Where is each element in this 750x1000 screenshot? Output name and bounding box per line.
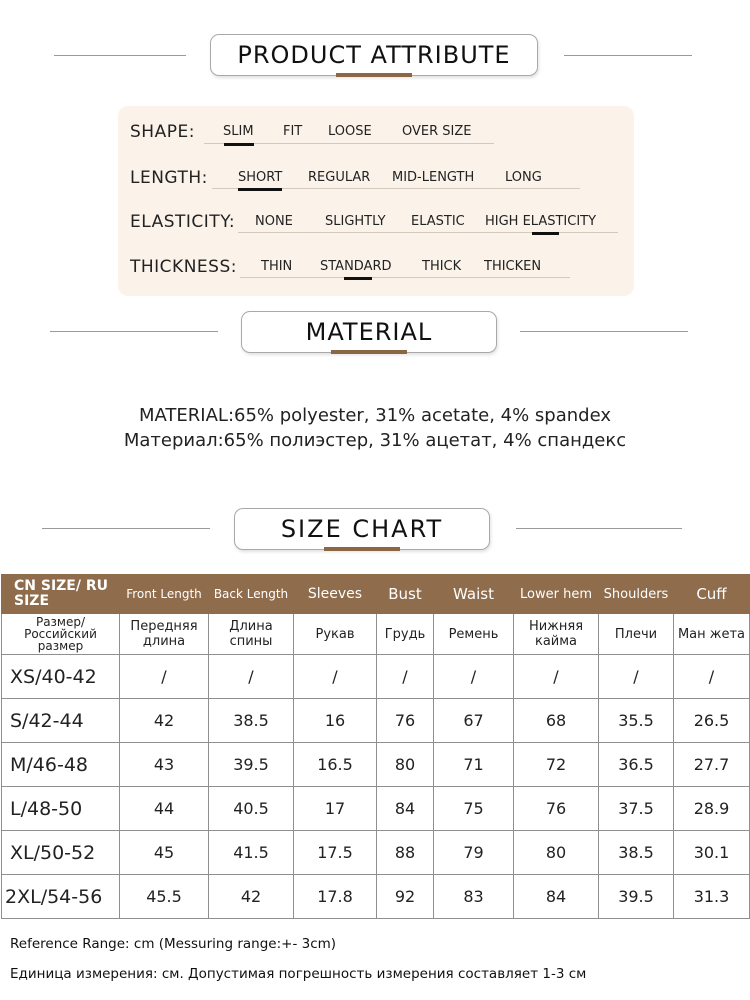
column-header: Bust bbox=[377, 575, 434, 614]
attribute-label: ELASTICITY: bbox=[130, 212, 236, 232]
section-title-accent bbox=[324, 547, 400, 551]
table-cell: 40.5 bbox=[209, 787, 294, 831]
column-header: Lower hem bbox=[514, 575, 599, 614]
table-cell: 88 bbox=[377, 831, 434, 875]
table-cell: 80 bbox=[514, 831, 599, 875]
size-cell: S/42-44 bbox=[2, 699, 120, 743]
table-cell: / bbox=[377, 655, 434, 699]
size-cell: XS/40-42 bbox=[2, 655, 120, 699]
table-cell: 17.8 bbox=[294, 875, 377, 919]
table-row bbox=[2, 655, 750, 699]
divider-line bbox=[516, 528, 682, 529]
attribute-option: LOOSE bbox=[328, 124, 372, 139]
reference-note-ru: Единица измерения: см. Допустимая погрешность измерения составляет 1-3 см bbox=[10, 966, 587, 982]
table-cell: 83 bbox=[434, 875, 514, 919]
size-cell: 2XL/54-56 bbox=[2, 875, 120, 919]
attribute-row-length bbox=[118, 164, 634, 194]
attribute-option: OVER SIZE bbox=[402, 124, 472, 139]
divider-line bbox=[520, 331, 688, 332]
table-cell: 42 bbox=[209, 875, 294, 919]
attribute-option: THICK bbox=[422, 259, 462, 274]
table-cell: 84 bbox=[514, 875, 599, 919]
table-row bbox=[2, 699, 750, 743]
section-title-text: SIZE CHART bbox=[280, 515, 444, 543]
table-cell: 67 bbox=[434, 699, 514, 743]
reference-note-en: Reference Range: cm (Messuring range:+- 3cm) bbox=[10, 936, 337, 952]
column-header-ru: Рукав bbox=[294, 614, 377, 655]
attribute-underline bbox=[238, 232, 618, 233]
size-cell: M/46-48 bbox=[2, 743, 120, 787]
column-header: CN SIZE/ RU SIZE bbox=[2, 575, 120, 614]
table-cell: 71 bbox=[434, 743, 514, 787]
divider-line bbox=[50, 331, 218, 332]
attribute-option: SLIGHTLY bbox=[325, 214, 386, 229]
column-header-ru: Размер/ Российский размер bbox=[2, 614, 120, 655]
attribute-label: LENGTH: bbox=[130, 168, 208, 188]
table-cell: / bbox=[120, 655, 209, 699]
attribute-option: STANDARD bbox=[320, 259, 392, 274]
table-cell: / bbox=[514, 655, 599, 699]
attribute-option: REGULAR bbox=[308, 170, 371, 185]
table-row bbox=[2, 831, 750, 875]
attribute-row-thickness bbox=[118, 253, 634, 283]
table-cell: 43 bbox=[120, 743, 209, 787]
table-cell: 37.5 bbox=[599, 787, 674, 831]
column-header-ru: Длина спины bbox=[209, 614, 294, 655]
attribute-option: FIT bbox=[283, 124, 303, 139]
table-cell: 31.3 bbox=[674, 875, 750, 919]
divider-line bbox=[564, 55, 692, 56]
divider-line bbox=[54, 55, 186, 56]
table-cell: / bbox=[434, 655, 514, 699]
size-cell: XL/50-52 bbox=[2, 831, 120, 875]
table-cell: / bbox=[209, 655, 294, 699]
table-cell: 38.5 bbox=[599, 831, 674, 875]
selected-marker bbox=[238, 188, 282, 191]
column-header-ru: Ремень bbox=[434, 614, 514, 655]
column-header: Cuff bbox=[674, 575, 750, 614]
attribute-label: SHAPE: bbox=[130, 122, 195, 142]
table-cell: 16.5 bbox=[294, 743, 377, 787]
section-title-material bbox=[241, 311, 497, 353]
table-cell: 72 bbox=[514, 743, 599, 787]
table-header-row-ru bbox=[2, 614, 750, 655]
table-cell: 30.1 bbox=[674, 831, 750, 875]
attribute-option: LONG bbox=[505, 170, 542, 185]
table-cell: 45 bbox=[120, 831, 209, 875]
table-cell: 79 bbox=[434, 831, 514, 875]
table-cell: 75 bbox=[434, 787, 514, 831]
section-title-text: MATERIAL bbox=[305, 318, 433, 346]
size-chart-table bbox=[1, 574, 750, 919]
attribute-row-elasticity bbox=[118, 208, 634, 238]
table-cell: 16 bbox=[294, 699, 377, 743]
selected-marker bbox=[224, 143, 254, 146]
divider-line bbox=[42, 528, 210, 529]
material-text-ru: Материал:65% полиэстер, 31% ацетат, 4% спандекс bbox=[123, 430, 627, 451]
table-cell: 92 bbox=[377, 875, 434, 919]
column-header-ru: Грудь bbox=[377, 614, 434, 655]
selected-marker bbox=[532, 232, 559, 235]
table-cell: 76 bbox=[377, 699, 434, 743]
attribute-underline bbox=[240, 277, 570, 278]
section-title-text: PRODUCT ATTRIBUTE bbox=[237, 41, 511, 69]
table-cell: 44 bbox=[120, 787, 209, 831]
table-cell: / bbox=[294, 655, 377, 699]
column-header-ru: Передняя длина bbox=[120, 614, 209, 655]
table-cell: 68 bbox=[514, 699, 599, 743]
table-cell: 17.5 bbox=[294, 831, 377, 875]
attribute-option: HIGH ELASTICITY bbox=[485, 214, 597, 229]
material-text-en: MATERIAL:65% polyester, 31% acetate, 4% spandex bbox=[138, 405, 612, 426]
table-cell: 27.7 bbox=[674, 743, 750, 787]
section-title-accent bbox=[331, 350, 407, 354]
attribute-option: MID-LENGTH bbox=[392, 170, 475, 185]
size-cell: L/48-50 bbox=[2, 787, 120, 831]
table-cell: 35.5 bbox=[599, 699, 674, 743]
section-title-product-attribute bbox=[210, 34, 538, 76]
column-header: Back Length bbox=[209, 575, 294, 614]
table-row bbox=[2, 875, 750, 919]
attribute-row-shape bbox=[118, 118, 634, 148]
selected-marker bbox=[344, 277, 372, 280]
column-header-ru: Нижняя кайма bbox=[514, 614, 599, 655]
table-cell: / bbox=[674, 655, 750, 699]
attribute-label: THICKNESS: bbox=[130, 257, 237, 277]
table-cell: 17 bbox=[294, 787, 377, 831]
attribute-option: THIN bbox=[261, 259, 293, 274]
table-cell: 84 bbox=[377, 787, 434, 831]
section-title-size-chart bbox=[234, 508, 490, 550]
column-header: Front Length bbox=[120, 575, 209, 614]
attributes-panel bbox=[118, 106, 634, 296]
table-cell: 42 bbox=[120, 699, 209, 743]
attribute-option: THICKEN bbox=[484, 259, 542, 274]
column-header-ru: Ман жета bbox=[674, 614, 750, 655]
attribute-option: ELASTIC bbox=[411, 214, 465, 229]
table-row bbox=[2, 787, 750, 831]
column-header: Shoulders bbox=[599, 575, 674, 614]
table-cell: 80 bbox=[377, 743, 434, 787]
column-header: Waist bbox=[434, 575, 514, 614]
table-row bbox=[2, 743, 750, 787]
attribute-option: SLIM bbox=[223, 124, 254, 139]
table-cell: 39.5 bbox=[209, 743, 294, 787]
column-header-ru: Плечи bbox=[599, 614, 674, 655]
table-cell: 36.5 bbox=[599, 743, 674, 787]
attribute-option: SHORT bbox=[238, 170, 283, 185]
table-header-row bbox=[2, 575, 750, 614]
section-title-accent bbox=[336, 73, 412, 77]
table-cell: 26.5 bbox=[674, 699, 750, 743]
table-cell: / bbox=[599, 655, 674, 699]
table-cell: 45.5 bbox=[120, 875, 209, 919]
table-cell: 28.9 bbox=[674, 787, 750, 831]
column-header: Sleeves bbox=[294, 575, 377, 614]
table-cell: 39.5 bbox=[599, 875, 674, 919]
table-cell: 38.5 bbox=[209, 699, 294, 743]
table-cell: 76 bbox=[514, 787, 599, 831]
attribute-option: NONE bbox=[255, 214, 293, 229]
table-cell: 41.5 bbox=[209, 831, 294, 875]
